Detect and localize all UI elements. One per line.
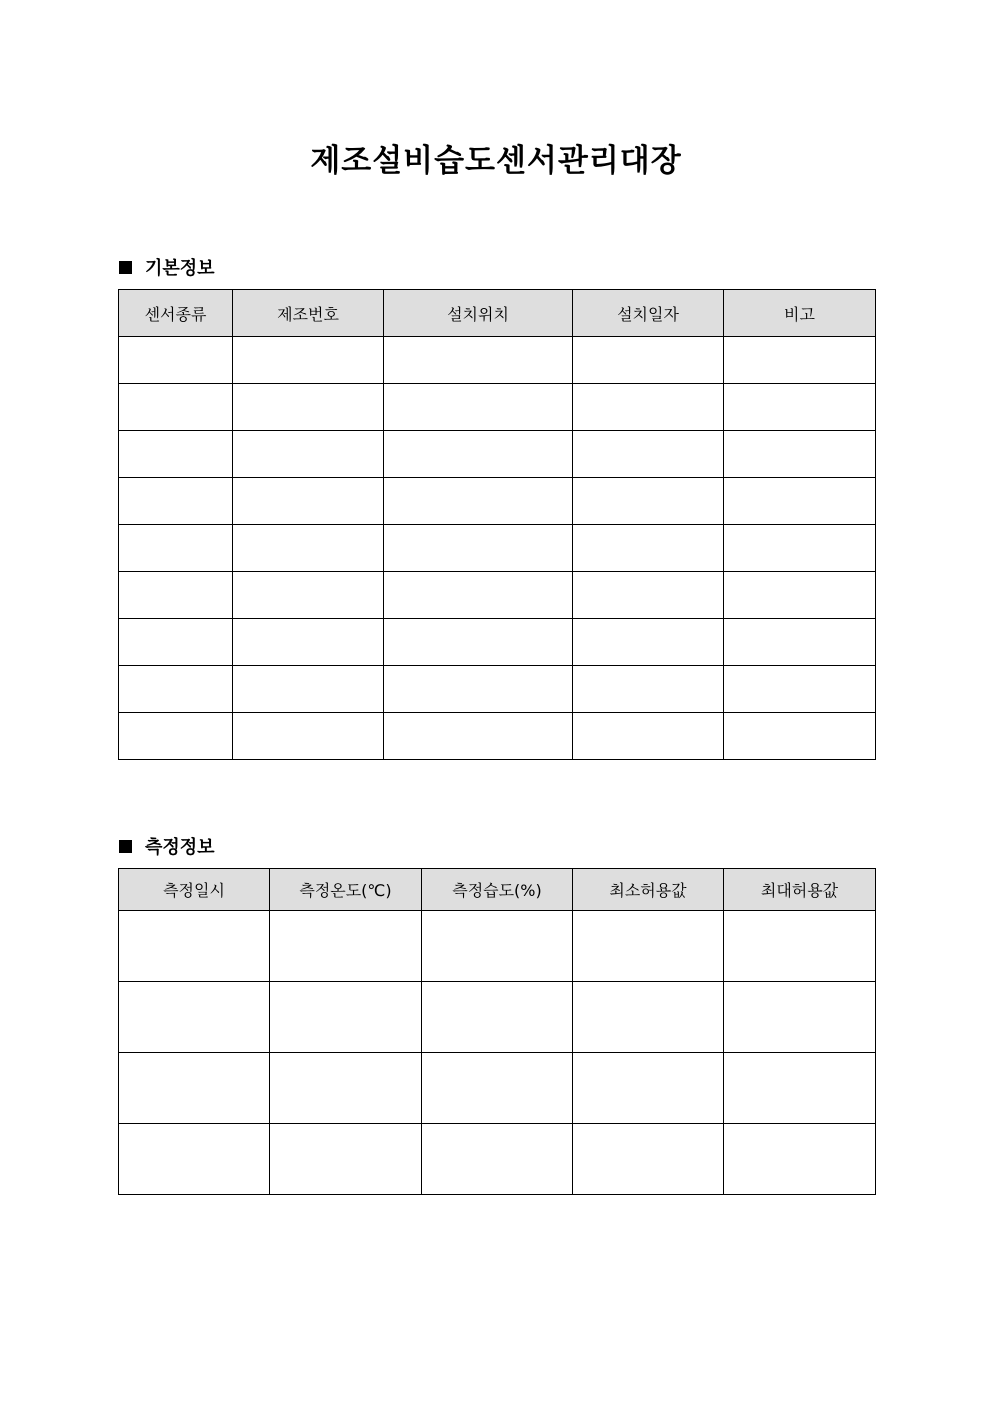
table-cell[interactable] [724,478,876,525]
table-cell[interactable] [233,337,384,384]
square-bullet-icon [119,840,132,853]
table-cell[interactable] [119,572,233,619]
table-cell[interactable] [573,619,724,666]
table-cell[interactable] [573,666,724,713]
table-header-row [119,869,876,911]
table-row [119,337,876,384]
table-cell[interactable] [573,431,724,478]
column-header: 설치위치 [384,290,573,337]
column-header: 측정습도(%) [422,869,573,911]
table-row [119,619,876,666]
table-cell[interactable] [119,337,233,384]
table-cell[interactable] [724,337,876,384]
table-cell[interactable] [384,478,573,525]
table-cell[interactable] [119,1053,270,1124]
table-cell[interactable] [573,713,724,760]
table-cell[interactable] [724,1053,876,1124]
column-header: 비고 [724,290,876,337]
square-bullet-icon [119,261,132,274]
table-cell[interactable] [384,713,573,760]
table-cell[interactable] [119,713,233,760]
table-cell[interactable] [573,982,724,1053]
table-cell[interactable] [384,666,573,713]
table-row [119,911,876,982]
table-cell[interactable] [270,1053,422,1124]
table-cell[interactable] [233,572,384,619]
table-cell[interactable] [119,911,270,982]
column-header: 측정온도(℃) [270,869,422,911]
table-cell[interactable] [119,478,233,525]
table-cell[interactable] [233,525,384,572]
table-cell[interactable] [119,666,233,713]
table-row [119,1124,876,1195]
column-header: 제조번호 [233,290,384,337]
table-row [119,666,876,713]
table-cell[interactable] [233,619,384,666]
table-cell[interactable] [233,478,384,525]
column-header: 최소허용값 [573,869,724,911]
column-header: 센서종류 [119,290,233,337]
table-cell[interactable] [422,1053,573,1124]
table-cell[interactable] [573,384,724,431]
table-cell[interactable] [422,911,573,982]
table-cell[interactable] [270,1124,422,1195]
section-heading-basic-info [119,254,215,280]
table-cell[interactable] [573,1053,724,1124]
table-cell[interactable] [573,1124,724,1195]
table-cell[interactable] [724,572,876,619]
table-cell[interactable] [573,337,724,384]
table-cell[interactable] [422,982,573,1053]
table-cell[interactable] [724,384,876,431]
table-cell[interactable] [384,384,573,431]
table-row [119,1053,876,1124]
table-cell[interactable] [724,911,876,982]
table-cell[interactable] [724,1124,876,1195]
table-cell[interactable] [119,384,233,431]
table-cell[interactable] [384,337,573,384]
table-row [119,525,876,572]
column-header: 측정일시 [119,869,270,911]
table-cell[interactable] [573,572,724,619]
table-row [119,572,876,619]
table-cell[interactable] [724,713,876,760]
table-row [119,384,876,431]
page-title: 제조설비습도센서관리대장 [310,143,682,179]
section-heading-label: 기본정보 [145,258,215,279]
section-heading-label: 측정정보 [145,837,215,858]
table-cell[interactable] [422,1124,573,1195]
table-cell[interactable] [384,525,573,572]
basic-info-table [118,289,876,760]
table-cell[interactable] [233,431,384,478]
table-cell[interactable] [270,911,422,982]
table-cell[interactable] [573,911,724,982]
table-header-row [119,290,876,337]
table-cell[interactable] [573,525,724,572]
section-heading-measurement-info [119,833,215,859]
measurement-info-table [118,868,876,1195]
table-cell[interactable] [384,572,573,619]
table-cell[interactable] [724,431,876,478]
table-row [119,478,876,525]
table-cell[interactable] [724,982,876,1053]
table-row [119,713,876,760]
table-cell[interactable] [233,666,384,713]
table-cell[interactable] [724,525,876,572]
column-header: 설치일자 [573,290,724,337]
table-cell[interactable] [119,431,233,478]
column-header: 최대허용값 [724,869,876,911]
table-cell[interactable] [573,478,724,525]
table-cell[interactable] [119,525,233,572]
table-cell[interactable] [119,982,270,1053]
table-cell[interactable] [233,713,384,760]
table-cell[interactable] [724,666,876,713]
table-row [119,982,876,1053]
table-cell[interactable] [233,384,384,431]
table-cell[interactable] [270,982,422,1053]
table-row [119,431,876,478]
table-cell[interactable] [384,619,573,666]
table-cell[interactable] [119,619,233,666]
table-cell[interactable] [119,1124,270,1195]
table-cell[interactable] [384,431,573,478]
table-cell[interactable] [724,619,876,666]
